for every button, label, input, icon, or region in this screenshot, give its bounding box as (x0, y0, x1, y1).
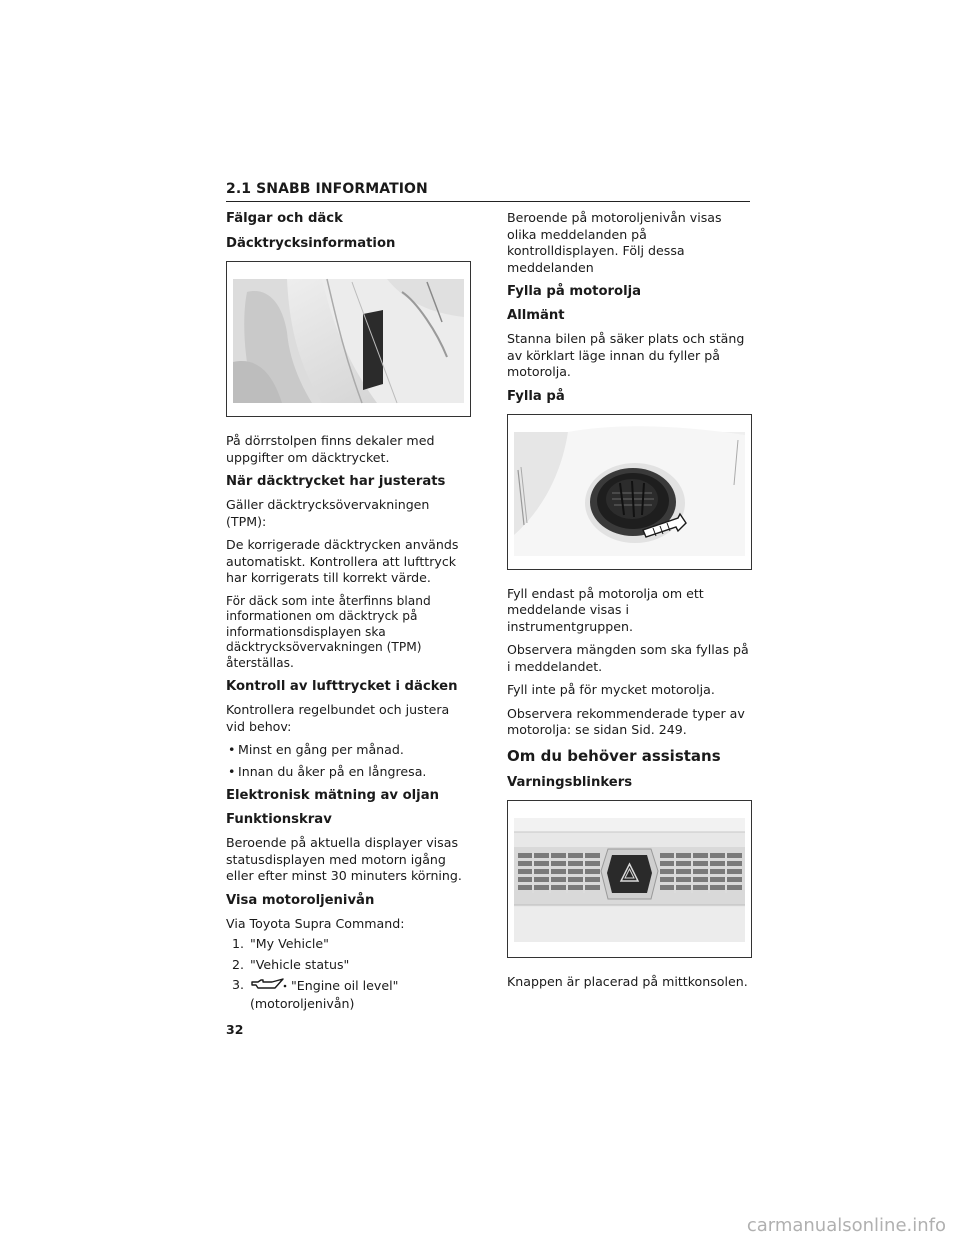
heading-fill: Fylla på (507, 388, 565, 404)
text-corrected: De korrigerade däcktrycken används automatiskt. Kontrollera att lufttryck har korrigerats till korrekt värde. (226, 537, 459, 585)
list-item: 2. "Vehicle status" (232, 956, 350, 972)
hazard-console-image (508, 801, 751, 957)
right-column (507, 210, 752, 997)
heading-fill-oil: Fylla på motorolja (507, 284, 642, 299)
text-general: Stanna bilen på säker plats och stäng av körklart läge innan du fyller på motorolja. (507, 331, 745, 379)
page-number: 32 (226, 1022, 244, 1037)
text-door-pillar: På dörrstolpen finns dekaler med uppgifter om däcktrycket. (226, 433, 435, 465)
text-observe-amount: Observera mängden som ska fyllas på i meddelandet. (507, 642, 749, 674)
heading-general: Allmänt (507, 308, 565, 323)
text-depending: Beroende på motoroljenivån visas olika meddelanden på kontrolldisplayen. Följ dessa meddelanden (507, 210, 722, 275)
text-tpm: Gäller däcktrycksövervakningen (TPM): (226, 497, 430, 529)
oil-filler-cap-image (508, 415, 751, 569)
heading-oil-measurement: Elektronisk mätning av oljan (226, 788, 439, 803)
text-fill-only: Fyll endast på motorolja om ett meddelande visas i instrumentgruppen. (507, 585, 704, 634)
watermark-logo: carmanualsonline.info (746, 1215, 946, 1236)
heading-hazard: Varningsblinkers (507, 774, 633, 790)
text-not-too-much: Fyll inte på för mycket motorolja. (507, 682, 715, 697)
hazard-button-illustration (507, 800, 752, 958)
text-via: Via Toyota Supra Command: (226, 915, 405, 931)
text-function: Beroende på aktuella displayer visas statusdisplayen med motorn igång eller efter minst 30 minuters körning. (226, 835, 462, 883)
heading-wheels: Fälgar och däck (226, 211, 343, 226)
heading-show-oil-level: Visa motoroljenivån (226, 892, 375, 908)
left-column (226, 210, 471, 1016)
oil-cap-illustration (507, 414, 752, 570)
list-item: 1. "My Vehicle" (232, 936, 329, 951)
text-check: Kontrollera regelbundet och justera vid behov: (226, 702, 450, 734)
door-pillar-image (227, 262, 470, 416)
list-item: 3. "Engine oil level" (motoroljenivån) (232, 977, 399, 1011)
list-item: • Minst en gång per månad. (226, 742, 471, 759)
text-button-location: Knappen är placerad på mittkonsolen. (507, 973, 748, 989)
list-item: • Innan du åker på en långresa. (226, 764, 471, 781)
steps-list (232, 936, 471, 1012)
section-header (226, 178, 750, 202)
heading-check-pressure: Kontroll av lufttrycket i däcken (226, 679, 458, 694)
section-title: 2.1 SNABB INFORMATION (226, 181, 428, 197)
text-recommended: Observera rekommenderade typer av motorolja: se sidan Sid. 249. (507, 705, 745, 737)
oil-can-icon (250, 977, 288, 996)
heading-tire-info: Däcktrycksinformation (226, 236, 396, 251)
heading-assistance: Om du behöver assistans (507, 746, 721, 765)
heading-adjusted: När däcktrycket har justerats (226, 474, 446, 489)
heading-function-requirements: Funktionskrav (226, 812, 332, 827)
text-not-found: För däck som inte återfinns bland informationen om däcktryck på informationsdisplayen ska däcktrycksövervakningen (TPM) återställas. (226, 593, 431, 670)
tire-label-illustration (226, 261, 471, 417)
bullet-list (226, 742, 471, 780)
